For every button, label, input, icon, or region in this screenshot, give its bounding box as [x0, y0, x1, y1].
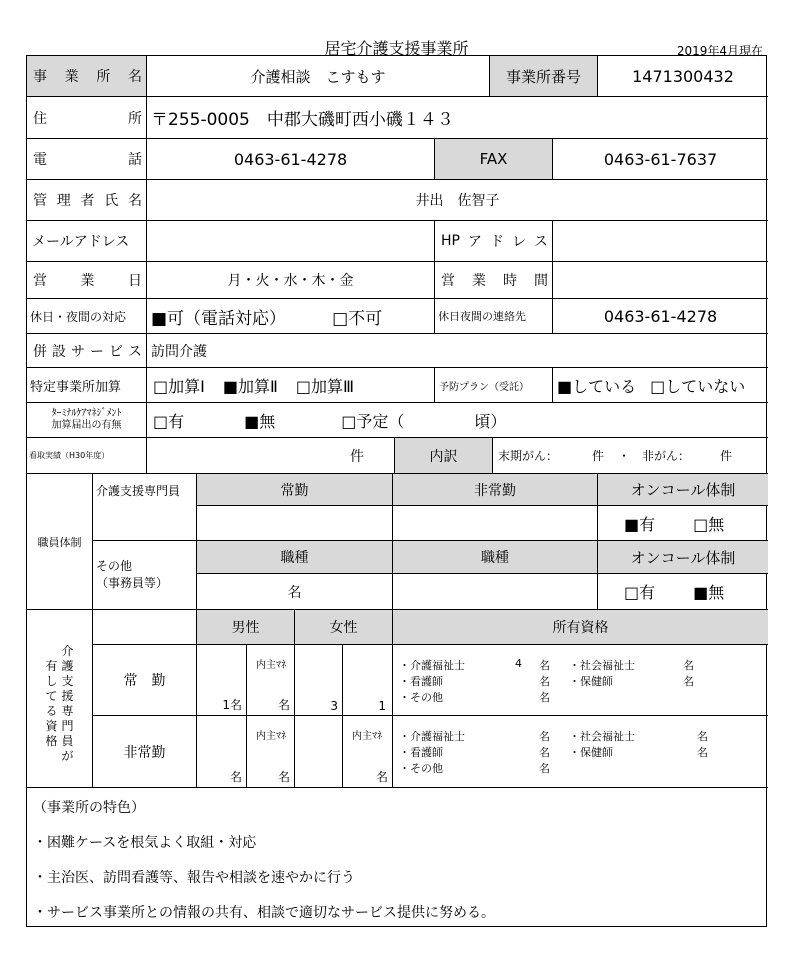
other-oncall-header: オンコール体制 — [598, 541, 768, 574]
feature-item: ・主治医、訪問看護等、報告や相談を速やかに行う — [33, 870, 355, 886]
other-oncall-no-checkbox[interactable]: ■無 — [693, 583, 725, 602]
records-label: 看取実績（H30年度） — [27, 438, 147, 474]
qual-part-male-naishu: 内主ﾏﾈ 名 — [247, 716, 295, 788]
hp-value — [553, 221, 768, 262]
qual-owned-header: 所有資格 — [393, 610, 768, 645]
features-section — [27, 788, 768, 928]
qual-part-male-total: 名 — [197, 716, 247, 788]
email-value — [147, 221, 435, 262]
qual-part-owned: ・介護福祉士 名 ・看護師 名 ・その他 名 ・社会福祉士 名 ・保健師 名 — [393, 716, 768, 788]
business-days-value: 月・火・水・木・金 — [147, 262, 435, 299]
prevention-yes-checkbox[interactable]: ■している — [557, 376, 637, 396]
feature-item: ・サービス事業所との情報の共有、相談で適切なサービス提供に努める。 — [33, 905, 495, 921]
prevention-plan-label: 予防プラン（受託） — [435, 368, 553, 403]
address-label: 住 所 — [27, 97, 147, 139]
terminal-care-label: ﾀｰﾐﾅﾙｹｱﾏﾈｼﾞﾒﾝﾄ 加算届出の有無 — [27, 403, 147, 438]
addition-2-checkbox[interactable]: ■加算Ⅱ — [222, 376, 278, 396]
qual-part-female-naishu: 内主ﾏﾈ 名 — [343, 716, 393, 788]
care-manager-label: 介護支援専門員 — [93, 474, 197, 541]
document-title: 居宅介護支援事業所 — [324, 39, 469, 58]
addition-label: 特定事業所加算 — [27, 368, 147, 403]
business-hours-label: 営 業 時 間 — [435, 262, 553, 299]
business-days-label: 営 業 日 — [27, 262, 147, 299]
qual-full-male-naishu: 内主ﾏﾈ 名 — [247, 645, 295, 716]
qual-parttime-label: 非常勤 — [93, 716, 197, 788]
prevention-plan-options — [553, 368, 768, 403]
care-fulltime-value — [197, 506, 393, 541]
other-job-value — [393, 574, 598, 610]
qual-full-female-total: 3 — [295, 645, 343, 716]
records-breakdown-label: 内訳 — [395, 438, 493, 474]
office-name-value: 介護相談 こすもす — [147, 56, 490, 97]
other-oncall-yes-checkbox[interactable]: □有 — [624, 583, 656, 602]
holiday-options — [147, 299, 435, 334]
qualifications-section-label: 介 有 護 し 支 て 援 る 専 資 門 格 員 が — [27, 610, 93, 788]
office-number-label: 事業所番号 — [490, 56, 598, 97]
services-value: 訪問介護 — [147, 334, 768, 368]
care-parttime-value — [393, 506, 598, 541]
address-value: 〒255-0005 中郡大磯町西小磯１４３ — [147, 97, 768, 139]
holiday-contact-value: 0463-61-4278 — [553, 299, 768, 334]
care-oncall-yes-checkbox[interactable]: ■有 — [624, 514, 656, 534]
addition-options — [147, 368, 435, 403]
office-name-label: 事 業 所 名 — [27, 56, 147, 97]
holiday-no-checkbox[interactable]: □不可 — [332, 308, 383, 329]
services-label: 併 設 サ ー ビ ス — [27, 334, 147, 368]
qual-part-female-total — [295, 716, 343, 788]
other-job-type-header-2: 職種 — [393, 541, 598, 574]
terminal-planned-end: 頃） — [474, 411, 507, 431]
records-count: 件 — [147, 438, 395, 474]
holiday-yes-checkbox[interactable]: ■可（電話対応） — [151, 308, 287, 329]
care-oncall-no-checkbox[interactable]: □無 — [693, 514, 725, 534]
prevention-no-checkbox[interactable]: □していない — [650, 376, 746, 396]
qual-fulltime-label: 常 勤 — [93, 645, 197, 716]
manager-value: 井出 佐智子 — [147, 180, 768, 221]
feature-item: ・困難ケースを根気よく取組・対応 — [33, 835, 257, 851]
phone-value: 0463-61-4278 — [147, 139, 435, 180]
as-of-date: 2019年4月現在 — [676, 44, 763, 58]
office-info-form — [26, 55, 767, 927]
staff-section-label: 職員体制 — [27, 474, 93, 610]
terminal-planned-checkbox[interactable]: □予定（ — [341, 411, 405, 431]
other-job-type-header-1: 職種 — [197, 541, 393, 574]
other-count-value: 名 — [197, 574, 393, 610]
care-parttime-header: 非常勤 — [393, 474, 598, 506]
care-oncall-header: オンコール体制 — [598, 474, 768, 506]
qual-header-blank — [93, 610, 197, 645]
other-staff-label: その他 （事務員等） — [93, 541, 197, 610]
qual-full-owned: ・介護福祉士 4 名 ・看護師 名 ・その他 名 ・社会福祉士 名 ・保健師 名 — [393, 645, 768, 716]
qual-female-header: 女性 — [295, 610, 393, 645]
addition-3-checkbox[interactable]: □加算Ⅲ — [295, 376, 354, 396]
qual-full-male-total: 1名 — [197, 645, 247, 716]
email-label: メールアドレス — [27, 221, 147, 262]
care-fulltime-header: 常勤 — [197, 474, 393, 506]
records-breakdown-values: 末期がん： 件 ・ 非がん： 件 — [493, 438, 768, 474]
business-hours-value — [553, 262, 768, 299]
terminal-yes-checkbox[interactable]: □有 — [153, 411, 185, 431]
fax-value: 0463-61-7637 — [553, 139, 768, 180]
qual-male-header: 男性 — [197, 610, 295, 645]
holiday-label: 休日・夜間の対応 — [27, 299, 147, 334]
fax-label: FAX — [435, 139, 553, 180]
qual-full-female-naishu: 1 — [343, 645, 393, 716]
features-heading: （事業所の特色） — [33, 800, 145, 816]
holiday-contact-label: 休日夜間の連絡先 — [435, 299, 553, 334]
office-number-value: 1471300432 — [598, 56, 768, 97]
manager-label: 管 理 者 氏 名 — [27, 180, 147, 221]
terminal-no-checkbox[interactable]: ■無 — [244, 411, 276, 431]
care-oncall-options — [598, 506, 768, 541]
terminal-care-options — [147, 403, 768, 438]
addition-1-checkbox[interactable]: □加算Ⅰ — [153, 376, 205, 396]
hp-label: HP ア ド レ ス — [435, 221, 553, 262]
phone-label: 電 話 — [27, 139, 147, 180]
other-oncall-options — [598, 574, 768, 610]
